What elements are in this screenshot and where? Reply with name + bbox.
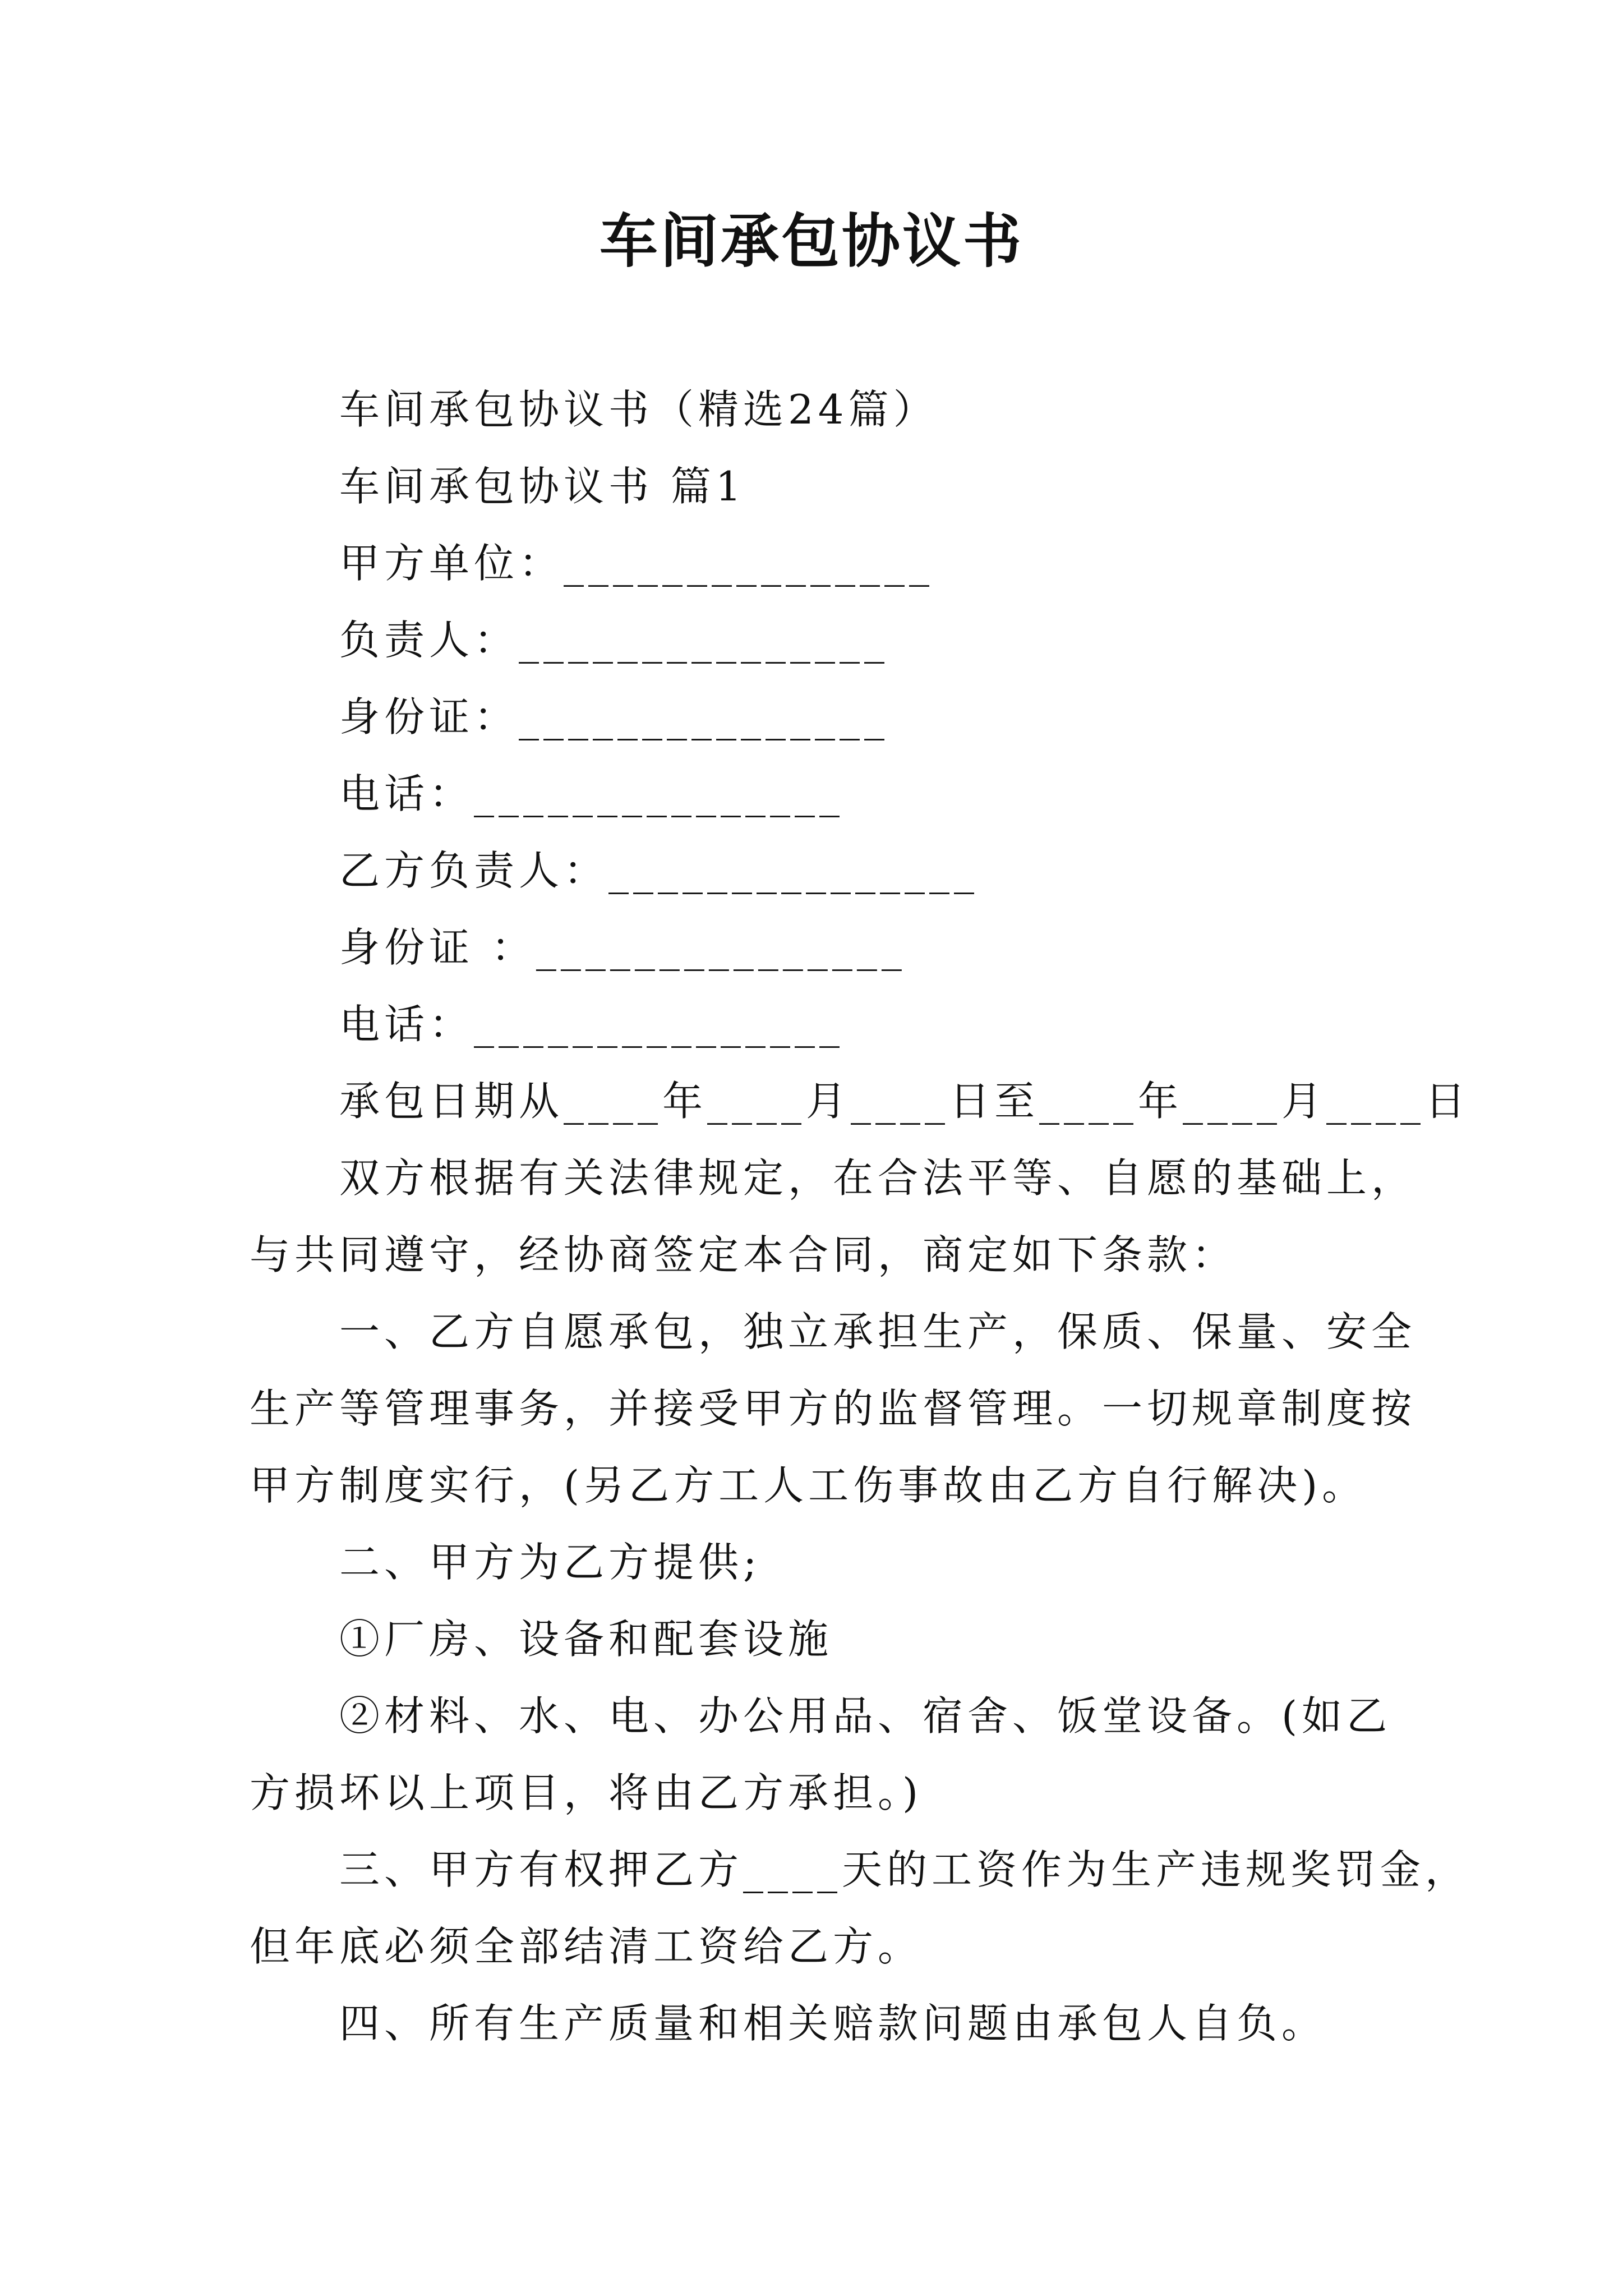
party-a-responsible-field: 负责人：_______________ [339, 616, 889, 664]
clause-2-line: 二、甲方为乙方提供; [339, 1539, 762, 1586]
document-body [250, 371, 1470, 2062]
party-b-phone-field: 电话：_______________ [339, 1001, 845, 1048]
party-b-id-field: 身份证 ：_______________ [339, 924, 906, 971]
contract-period-line: 承包日期从____年____月____日至____年____月____日 [339, 1078, 1470, 1125]
clause-3-line: 三、甲方有权押乙方____天的工资作为生产违规奖罚金， [339, 1846, 1470, 1893]
paragraph-line: 与共同遵守，经协商签定本合同，商定如下条款： [250, 1231, 1237, 1278]
section-heading: 车间承包协议书 篇1 [339, 463, 746, 510]
clause-2-item: 方损坏以上项目，将由乙方承担。) [250, 1769, 923, 1816]
clause-1-line: 一、乙方自愿承包，独立承担生产，保质、保量、安全 [339, 1308, 1417, 1355]
subtitle-line: 车间承包协议书（精选24篇） [339, 386, 938, 433]
party-b-responsible-field: 乙方负责人：_______________ [339, 847, 979, 894]
clause-4-line: 四、所有生产质量和相关赔款问题由承包人自负。 [339, 2000, 1327, 2047]
clause-3-line: 但年底必须全部结清工资给乙方。 [250, 1923, 923, 1970]
document-title: 车间承包协议书 [599, 206, 1023, 275]
clause-1-line: 生产等管理事务，并接受甲方的监督管理。一切规章制度按 [250, 1385, 1417, 1432]
clause-2-item: ①厂房、设备和配套设施 [339, 1616, 833, 1663]
paragraph-line: 双方根据有关法律规定，在合法平等、自愿的基础上， [339, 1154, 1417, 1202]
clause-2-item: ②材料、水、电、办公用品、宿舍、饭堂设备。(如乙 [339, 1692, 1392, 1740]
clause-1-line: 甲方制度实行，(另乙方工人工伤事故由乙方自行解决)。 [250, 1462, 1367, 1509]
party-a-unit-field: 甲方单位：_______________ [339, 540, 934, 587]
party-a-id-field: 身份证：_______________ [339, 693, 889, 740]
party-a-phone-field: 电话：_______________ [339, 770, 845, 817]
